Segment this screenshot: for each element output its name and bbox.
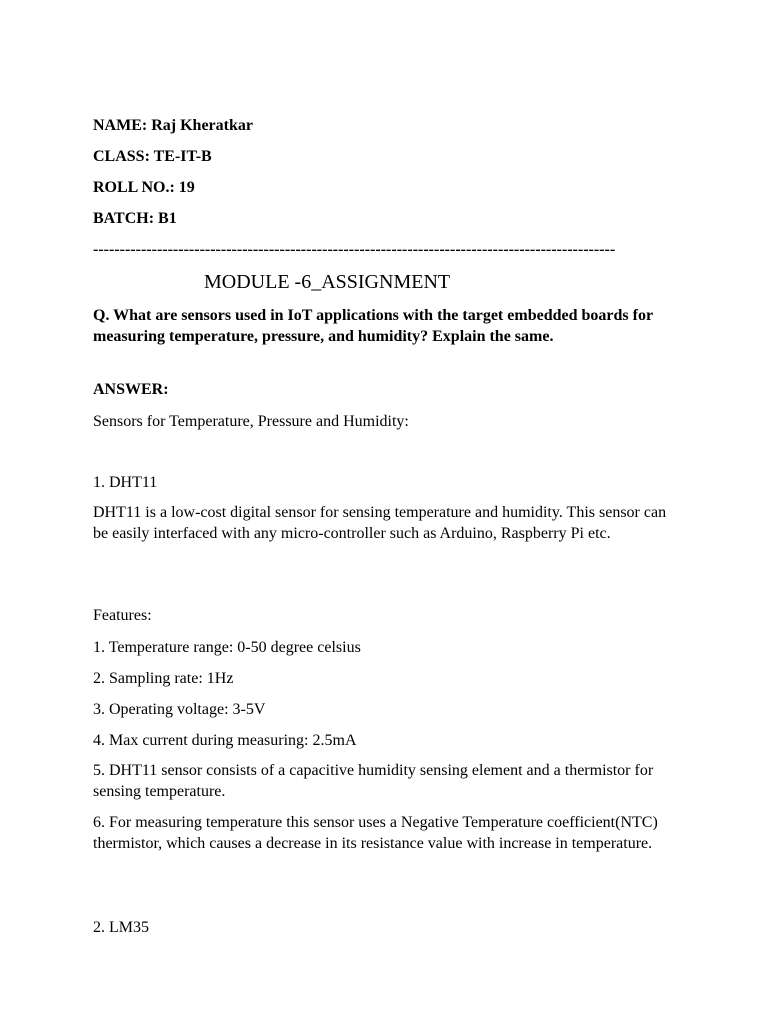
sensor-heading-lm35: 2. LM35 bbox=[93, 919, 149, 936]
page-title: MODULE -6_ASSIGNMENT bbox=[204, 271, 451, 293]
student-name: NAME: Raj Kheratkar bbox=[93, 117, 253, 134]
feature-item: 5. DHT11 sensor consists of a capacitive humidity sensing element and a thermistor for sensing temperature. bbox=[93, 762, 654, 800]
feature-item: 3. Operating voltage: 3-5V bbox=[93, 701, 266, 718]
feature-item: 4. Max current during measuring: 2.5mA bbox=[93, 732, 357, 749]
feature-item: 6. For measuring temperature this sensor uses a Negative Temperature coefficient(NTC) thermistor, which causes a decrease in its resistance value with increase in temperature. bbox=[93, 814, 658, 852]
feature-item: 2. Sampling rate: 1Hz bbox=[93, 670, 234, 687]
answer-intro: Sensors for Temperature, Pressure and Humidity: bbox=[93, 413, 409, 430]
question-text: Q. What are sensors used in IoT applications with the target embedded boards for measuring temperature, pressure, and humidity? Explain the same. bbox=[93, 307, 653, 345]
features-label: Features: bbox=[93, 607, 152, 624]
sensor-heading-dht11: 1. DHT11 bbox=[93, 474, 158, 491]
feature-item: 1. Temperature range: 0-50 degree celsius bbox=[93, 639, 361, 656]
answer-label: ANSWER: bbox=[93, 381, 169, 398]
student-roll-no: ROLL NO.: 19 bbox=[93, 179, 195, 196]
divider-line: -------------------------------------------------------------------------------------------------- bbox=[93, 241, 616, 258]
sensor-description-dht11: DHT11 is a low-cost digital sensor for sensing temperature and humidity. This sensor can be easily interfaced with any micro-controller such as Arduino, Raspberry Pi etc. bbox=[93, 504, 667, 542]
student-batch: BATCH: B1 bbox=[93, 210, 177, 227]
student-class: CLASS: TE-IT-B bbox=[93, 148, 212, 165]
